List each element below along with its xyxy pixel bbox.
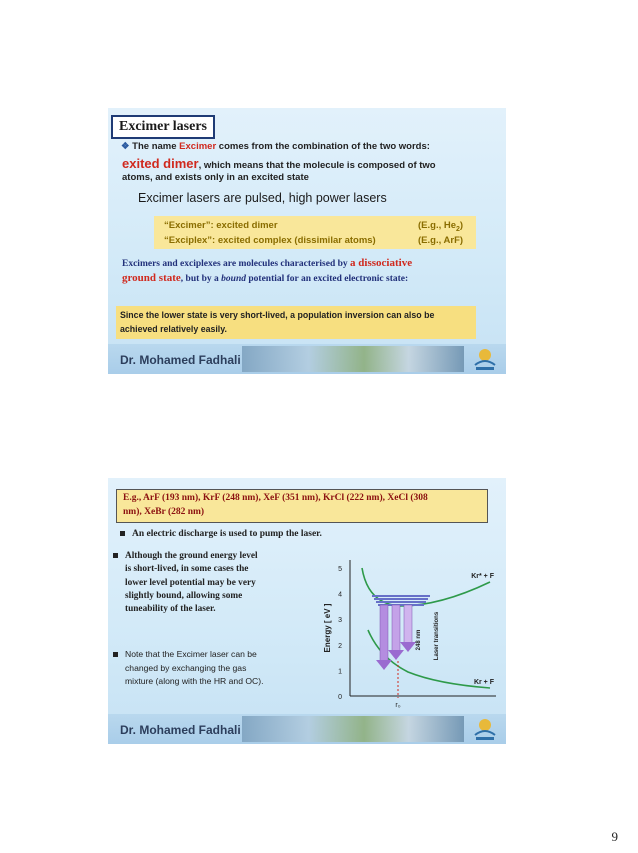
exited-dimer-term: exited dimer (122, 156, 199, 171)
ground-level-bullet (113, 550, 258, 616)
footer-author: Dr. Mohamed Fadhali (120, 723, 241, 737)
char-a: Excimers and exciplexes are molecules characterised by (122, 259, 351, 269)
inversion-box (116, 306, 476, 339)
square-bullet-icon (113, 652, 118, 657)
y-tick-label-2: 2 (338, 642, 342, 650)
note-line-1 (113, 648, 264, 662)
note-line-1-text: Note that the Excimer laser can be (125, 649, 257, 659)
name-origin-line (121, 141, 430, 152)
y-tick-label-4: 4 (338, 591, 342, 599)
slide-footer (108, 344, 506, 374)
y-tick-label-3: 3 (338, 617, 342, 625)
exciplex-definition: “Exciplex”: excited complex (dissimilar atoms) (164, 235, 376, 246)
ground-line-4: slightly bound, allowing some (125, 590, 243, 601)
definitions-box (154, 216, 476, 249)
diamond-bullet-icon: ❖ (121, 141, 130, 152)
name-intro-text: The name (132, 141, 180, 152)
note-bullet (113, 648, 264, 689)
exciplex-example: (E.g., ArF) (418, 235, 464, 246)
exists-line: atoms, and exists only in an excited state (122, 172, 309, 183)
footer-banner-image (242, 346, 464, 372)
name-rest-text: comes from the combination of the two words: (216, 141, 430, 152)
ground-line-1 (113, 550, 258, 563)
examples-box (116, 489, 488, 523)
pump-text: An electric discharge is used to pump the laser. (132, 529, 322, 539)
pulsed-statement: Excimer lasers are pulsed, high power lasers (138, 191, 387, 205)
wavelength-label: 248 nm (416, 629, 422, 651)
y-ticks (338, 566, 342, 701)
char-d: , but by a (180, 274, 222, 284)
char-f: potential for an excited electronic state: (246, 274, 409, 284)
y-tick-label-5: 5 (338, 566, 342, 573)
bound-term: bound (221, 274, 246, 284)
excimer-example-subscript: 2 (456, 225, 460, 233)
laser-transition-arrows (376, 605, 416, 670)
footer-author: Dr. Mohamed Fadhali (120, 353, 241, 367)
note-line-2: changed by exchanging the gas (125, 662, 247, 673)
dissociative-term: a dissociative (350, 257, 413, 269)
slide-excimer-examples (108, 478, 506, 744)
square-bullet-icon (113, 553, 118, 558)
examples-line-2: nm), XeBr (282 nm) (123, 507, 205, 517)
ground-line-2: is short-lived, in some cases the (125, 564, 249, 575)
characterisation-line-1 (122, 257, 412, 269)
excimer-example-close: ) (459, 220, 464, 231)
lower-curve-label: Kr + F (473, 679, 494, 686)
excimer-word: Excimer (179, 141, 217, 152)
examples-line-1: E.g., ArF (193 nm), KrF (248 nm), XeF (351 nm), KrCl (222 nm), XeCl (308 (123, 493, 428, 503)
excimer-example-text: (E.g., He (418, 220, 457, 231)
slide-footer (108, 714, 506, 744)
note-line-3: mixture (along with the HR and OC). (125, 676, 264, 686)
slide-excimer-lasers (108, 108, 506, 374)
university-logo-icon (470, 715, 500, 743)
pump-bullet (120, 529, 322, 539)
ground-line-1-text: Although the ground energy level (125, 551, 258, 561)
inversion-line-2: achieved relatively easily. (120, 324, 227, 334)
upper-curve-label: Kr* + F (471, 573, 494, 580)
inversion-line-1: Since the lower state is very short-lived, a population inversion can also be (120, 310, 435, 320)
y-tick-label-1: 1 (338, 668, 342, 676)
ground-line-3: lower level potential may be very (125, 577, 256, 588)
transitions-label: Laser transitions (434, 611, 440, 661)
energy-diagram (308, 548, 500, 713)
excimer-definition: “Excimer”: excited dimer (164, 220, 278, 231)
characterisation-line-2 (122, 272, 408, 284)
ground-line-5: tuneability of the laser. (125, 604, 216, 615)
y-axis-label: Energy [ eV ] (323, 603, 332, 653)
university-logo-icon (470, 345, 500, 373)
exited-rest-text: , which means that the molecule is composed of two (198, 160, 436, 171)
square-bullet-icon (120, 531, 125, 536)
r0-label: r₀ (395, 702, 401, 709)
page-number: 9 (611, 829, 618, 844)
slide-title: Excimer lasers (111, 115, 215, 139)
y-tick-label-0: 0 (338, 694, 342, 701)
excimer-example (418, 220, 463, 233)
ground-state-term: ground state (122, 272, 181, 284)
exited-dimer-line (122, 156, 436, 171)
footer-banner-image (242, 716, 464, 742)
